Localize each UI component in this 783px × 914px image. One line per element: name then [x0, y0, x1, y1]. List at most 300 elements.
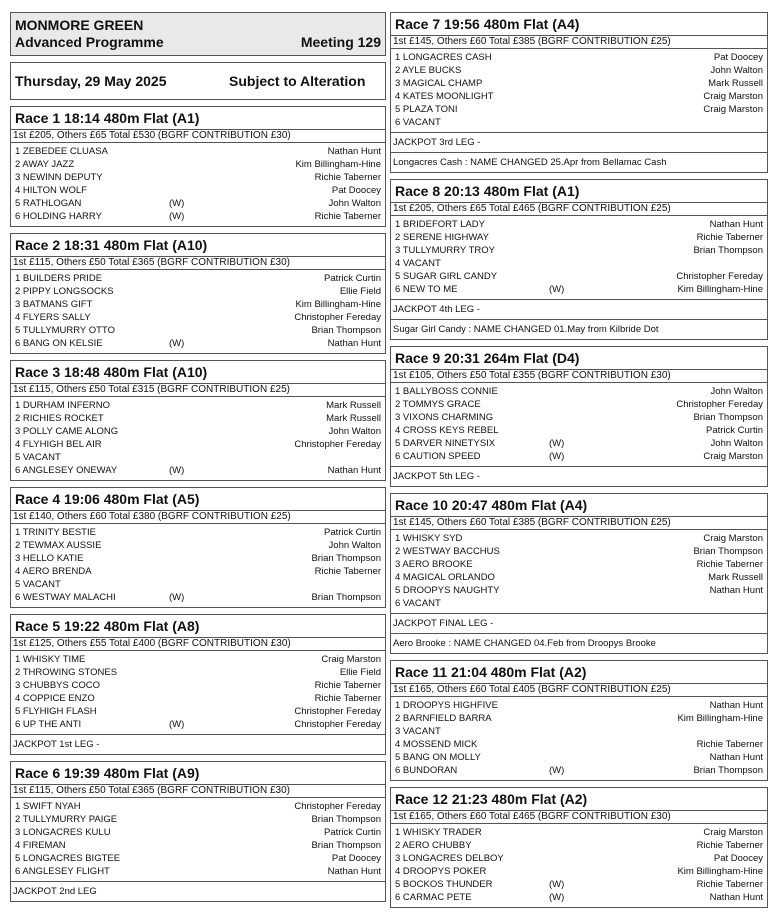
runner-row [15, 666, 381, 679]
runner-name: 1 TRINITY BESTIE [15, 527, 96, 538]
runner-name: 3 LONGACRES DELBOY [395, 853, 504, 864]
wide-runner-flag [549, 725, 579, 738]
runner-name: 6 UP THE ANTI [15, 719, 82, 730]
race-title: Race 8 20:13 480m Flat (A1) [391, 180, 767, 203]
runner-row [15, 718, 381, 731]
trainer-name [199, 451, 381, 464]
wide-runner-flag: (W) [549, 765, 565, 776]
runner-row [15, 210, 381, 223]
wide-runner-flag [169, 145, 199, 158]
runner-row [395, 283, 763, 296]
runner-list [391, 697, 767, 780]
runner-name: 4 FLYERS SALLY [15, 312, 91, 323]
runner-row [15, 285, 381, 298]
wide-runner-flag [549, 826, 579, 839]
race-title: Race 7 19:56 480m Flat (A4) [391, 13, 767, 36]
runner-name: 3 BATMANS GIFT [15, 299, 93, 310]
runner-row [15, 591, 381, 604]
trainer-name: Nathan Hunt [709, 892, 763, 903]
trainer-name: Kim Billingham-Hine [677, 284, 763, 295]
race-title: Race 3 18:48 480m Flat (A10) [11, 361, 385, 384]
wide-runner-flag [169, 324, 199, 337]
trainer-name: Craig Marston [703, 451, 763, 462]
race-card [10, 614, 386, 755]
runner-name: 4 MAGICAL ORLANDO [395, 572, 495, 583]
programme-type: Advanced Programme [15, 34, 164, 50]
wide-runner-flag [169, 852, 199, 865]
trainer-name: Patrick Curtin [323, 273, 381, 284]
programme-header [10, 12, 386, 56]
wide-runner-flag [169, 705, 199, 718]
trainer-name: Richie Taberner [314, 693, 381, 704]
prize-info: 1st £165, Others £60 Total £465 (BGRF CONTRIBUTION £30) [391, 811, 767, 824]
runner-row [395, 558, 763, 571]
wide-runner-flag [549, 584, 579, 597]
runner-name: 5 FLYHIGH FLASH [15, 706, 97, 717]
runner-row [15, 565, 381, 578]
wide-runner-flag [169, 679, 199, 692]
trainer-name [579, 116, 763, 129]
wide-runner-flag [169, 692, 199, 705]
runner-row [15, 324, 381, 337]
race-note: Aero Brooke : NAME CHANGED 04.Feb from Droopys Brooke [391, 633, 767, 653]
wide-runner-flag [549, 545, 579, 558]
runner-name: 3 VIXONS CHARMING [395, 412, 494, 423]
race-card [390, 787, 768, 908]
wide-runner-flag [549, 738, 579, 751]
runner-name: 2 AYLE BUCKS [395, 65, 462, 76]
runner-name: 2 AERO CHUBBY [395, 840, 472, 851]
trainer-name: Pat Doocey [331, 185, 381, 196]
runner-name: 6 CARMAC PETE [395, 892, 472, 903]
runner-name: 5 LONGACRES BIGTEE [15, 853, 121, 864]
trainer-name: Richie Taberner [696, 232, 763, 243]
trainer-name: Kim Billingham-Hine [677, 866, 763, 877]
runner-list [11, 270, 385, 353]
runner-name: 6 ANGLESEY FLIGHT [15, 866, 110, 877]
trainer-name: Brian Thompson [311, 592, 381, 603]
wide-runner-flag [549, 597, 579, 610]
trainer-name: Craig Marston [703, 533, 763, 544]
trainer-name: Patrick Curtin [323, 827, 381, 838]
trainer-name: Mark Russell [708, 572, 763, 583]
runner-name: 5 PLAZA TONI [395, 104, 458, 115]
runner-row [395, 826, 763, 839]
wide-runner-flag [549, 64, 579, 77]
runner-row [15, 578, 381, 591]
runner-row [395, 764, 763, 777]
trainer-name: Richie Taberner [314, 172, 381, 183]
race-card [390, 493, 768, 654]
runner-name: 6 WESTWAY MALACHI [15, 592, 116, 603]
runner-name: 2 WESTWAY BACCHUS [395, 546, 500, 557]
trainer-name: Richie Taberner [314, 680, 381, 691]
runner-list [391, 216, 767, 299]
trainer-name: Nathan Hunt [327, 465, 381, 476]
trainer-name: Patrick Curtin [705, 425, 763, 436]
runner-name: 2 RICHIES ROCKET [15, 413, 104, 424]
wide-runner-flag [549, 532, 579, 545]
wide-runner-flag: (W) [549, 892, 565, 903]
trainer-name: Kim Billingham-Hine [295, 159, 381, 170]
wide-runner-flag [549, 558, 579, 571]
wide-runner-flag [169, 526, 199, 539]
runner-row [15, 813, 381, 826]
meeting-date: Thursday, 29 May 2025 [15, 73, 167, 89]
runner-row [395, 103, 763, 116]
wide-runner-flag [169, 839, 199, 852]
trainer-name: Kim Billingham-Hine [295, 299, 381, 310]
runner-row [395, 231, 763, 244]
trainer-name: Mark Russell [708, 78, 763, 89]
wide-runner-flag [549, 385, 579, 398]
trainer-name: Pat Doocey [713, 52, 763, 63]
runner-row [15, 865, 381, 878]
left-column [10, 12, 386, 908]
trainer-name: Christopher Fereday [294, 801, 381, 812]
wide-runner-flag [549, 751, 579, 764]
runner-name: 4 HILTON WOLF [15, 185, 87, 196]
wide-runner-flag: (W) [169, 592, 185, 603]
wide-runner-flag [549, 839, 579, 852]
trainer-name: Nathan Hunt [327, 338, 381, 349]
runner-name: 4 DROOPYS POKER [395, 866, 487, 877]
race-card [10, 761, 386, 902]
trainer-name: Nathan Hunt [709, 752, 763, 763]
trainer-name: Ellie Field [339, 667, 381, 678]
race-card [390, 346, 768, 487]
wide-runner-flag [169, 865, 199, 878]
race-note: JACKPOT 2nd LEG [11, 881, 385, 901]
wide-runner-flag [169, 311, 199, 324]
wide-runner-flag [549, 398, 579, 411]
runner-row [395, 270, 763, 283]
trainer-name: John Walton [710, 386, 763, 397]
wide-runner-flag [549, 103, 579, 116]
runner-name: 2 THROWING STONES [15, 667, 118, 678]
runner-list [11, 143, 385, 226]
runner-name: 6 BANG ON KELSIE [15, 338, 103, 349]
runner-name: 1 BRIDEFORT LADY [395, 219, 485, 230]
trainer-name: Ellie Field [339, 286, 381, 297]
trainer-name [199, 578, 381, 591]
runner-name: 5 BANG ON MOLLY [395, 752, 481, 763]
trainer-name: Pat Doocey [331, 853, 381, 864]
right-column [390, 12, 768, 914]
race-note: JACKPOT 5th LEG - [391, 466, 767, 486]
runner-list [11, 798, 385, 881]
runner-row [15, 826, 381, 839]
runner-row [395, 385, 763, 398]
wide-runner-flag: (W) [549, 879, 565, 890]
runner-row [395, 865, 763, 878]
runner-name: 6 CAUTION SPEED [395, 451, 481, 462]
runner-name: 6 NEW TO ME [395, 284, 458, 295]
runner-name: 1 DURHAM INFERNO [15, 400, 111, 411]
runner-row [15, 272, 381, 285]
runner-row [15, 653, 381, 666]
race-card [10, 487, 386, 608]
runner-name: 4 VACANT [395, 258, 441, 269]
runner-row [15, 852, 381, 865]
trainer-name: Brian Thompson [311, 553, 381, 564]
trainer-name: Christopher Fereday [294, 312, 381, 323]
race-title: Race 11 21:04 480m Flat (A2) [391, 661, 767, 684]
runner-list [391, 49, 767, 132]
trainer-name: Craig Marston [321, 654, 381, 665]
wide-runner-flag: (W) [169, 198, 185, 209]
runner-name: 1 WHISKY TRADER [395, 827, 482, 838]
race-card [390, 179, 768, 340]
race-card [10, 233, 386, 354]
runner-row [15, 298, 381, 311]
trainer-name: Craig Marston [703, 827, 763, 838]
trainer-name: Mark Russell [326, 413, 381, 424]
trainer-name: Richie Taberner [696, 559, 763, 570]
runner-name: 4 FLYHIGH BEL AIR [15, 439, 102, 450]
runner-row [15, 425, 381, 438]
programme-line [15, 34, 381, 55]
wide-runner-flag [549, 218, 579, 231]
wide-runner-flag [169, 565, 199, 578]
trainer-name [579, 725, 763, 738]
race-title: Race 1 18:14 480m Flat (A1) [11, 107, 385, 130]
wide-runner-flag [169, 438, 199, 451]
prize-info: 1st £140, Others £60 Total £380 (BGRF CONTRIBUTION £25) [11, 511, 385, 524]
runner-name: 5 TULLYMURRY OTTO [15, 325, 115, 336]
runner-name: 3 NEWINN DEPUTY [15, 172, 103, 183]
race-title: Race 12 21:23 480m Flat (A2) [391, 788, 767, 811]
wide-runner-flag [549, 852, 579, 865]
trainer-name: Richie Taberner [696, 879, 763, 890]
runner-row [395, 450, 763, 463]
runner-name: 3 AERO BROOKE [395, 559, 473, 570]
race-note: JACKPOT 3rd LEG - [391, 132, 767, 152]
runner-name: 4 AERO BRENDA [15, 566, 92, 577]
runner-name: 6 BUNDORAN [395, 765, 458, 776]
wide-runner-flag: (W) [549, 284, 565, 295]
meeting-number: Meeting 129 [300, 34, 381, 50]
runner-list [11, 397, 385, 480]
race-note: JACKPOT 4th LEG - [391, 299, 767, 319]
runner-row [395, 751, 763, 764]
wide-runner-flag [169, 285, 199, 298]
venue-name: MONMORE GREEN [15, 17, 144, 33]
trainer-name: Nathan Hunt [709, 700, 763, 711]
runner-row [15, 800, 381, 813]
wide-runner-flag [169, 552, 199, 565]
wide-runner-flag [169, 412, 199, 425]
prize-info: 1st £115, Others £50 Total £365 (BGRF CONTRIBUTION £30) [11, 257, 385, 270]
runner-row [15, 464, 381, 477]
wide-runner-flag [549, 51, 579, 64]
runner-name: 5 RATHLOGAN [15, 198, 82, 209]
runner-row [15, 197, 381, 210]
trainer-name: John Walton [328, 426, 381, 437]
runner-name: 3 MAGICAL CHAMP [395, 78, 483, 89]
runner-name: 1 WHISKY TIME [15, 654, 86, 665]
wide-runner-flag [549, 90, 579, 103]
trainer-name: Nathan Hunt [709, 219, 763, 230]
runner-name: 4 FIREMAN [15, 840, 66, 851]
right-race-list [390, 12, 768, 908]
wide-runner-flag [549, 411, 579, 424]
wide-runner-flag [169, 298, 199, 311]
wide-runner-flag [549, 231, 579, 244]
runner-row [395, 437, 763, 450]
runner-name: 2 BARNFIELD BARRA [395, 713, 492, 724]
runner-name: 1 DROOPYS HIGHFIVE [395, 700, 498, 711]
wide-runner-flag [169, 800, 199, 813]
runner-name: 2 TEWMAX AUSSIE [15, 540, 102, 551]
runner-row [15, 679, 381, 692]
runner-name: 6 HOLDING HARRY [15, 211, 102, 222]
runner-name: 1 WHISKY SYD [395, 533, 463, 544]
trainer-name: John Walton [328, 198, 381, 209]
trainer-name: Kim Billingham-Hine [677, 713, 763, 724]
race-title: Race 6 19:39 480m Flat (A9) [11, 762, 385, 785]
runner-name: 6 VACANT [395, 117, 441, 128]
runner-name: 6 ANGLESEY ONEWAY [15, 465, 118, 476]
runner-row [395, 852, 763, 865]
runner-row [395, 839, 763, 852]
trainer-name: Richie Taberner [314, 566, 381, 577]
runner-name: 4 KATES MOONLIGHT [395, 91, 494, 102]
runner-row [395, 218, 763, 231]
alteration-notice: Subject to Alteration [229, 73, 366, 89]
trainer-name: Christopher Fereday [294, 439, 381, 450]
wide-runner-flag [169, 184, 199, 197]
runner-name: 3 TULLYMURRY TROY [395, 245, 495, 256]
wide-runner-flag [169, 539, 199, 552]
runner-row [395, 545, 763, 558]
runner-row [395, 571, 763, 584]
wide-runner-flag [549, 116, 579, 129]
runner-row [395, 699, 763, 712]
runner-row [15, 145, 381, 158]
runner-name: 2 AWAY JAZZ [15, 159, 75, 170]
trainer-name: Pat Doocey [713, 853, 763, 864]
runner-list [11, 651, 385, 734]
runner-list [391, 530, 767, 613]
runner-row [395, 532, 763, 545]
trainer-name: Craig Marston [703, 91, 763, 102]
runner-list [391, 824, 767, 907]
runner-row [395, 90, 763, 103]
wide-runner-flag [169, 158, 199, 171]
runner-name: 5 SUGAR GIRL CANDY [395, 271, 498, 282]
runner-name: 5 VACANT [15, 579, 61, 590]
wide-runner-flag: (W) [169, 211, 185, 222]
runner-name: 5 DARVER NINETYSIX [395, 438, 496, 449]
runner-row [395, 424, 763, 437]
runner-row [395, 257, 763, 270]
venue-line [15, 17, 381, 34]
trainer-name: Christopher Fereday [294, 719, 381, 730]
trainer-name: John Walton [710, 65, 763, 76]
wide-runner-flag [169, 666, 199, 679]
trainer-name: Patrick Curtin [323, 527, 381, 538]
runner-row [395, 725, 763, 738]
race-note: Longacres Cash : NAME CHANGED 25.Apr from Bellamac Cash [391, 152, 767, 172]
runner-row [395, 738, 763, 751]
race-note: Sugar Girl Candy : NAME CHANGED 01.May from Kilbride Dot [391, 319, 767, 339]
runner-row [395, 116, 763, 129]
wide-runner-flag [169, 451, 199, 464]
trainer-name: Mark Russell [326, 400, 381, 411]
runner-name: 3 HELLO KATIE [15, 553, 84, 564]
runner-name: 1 BUILDERS PRIDE [15, 273, 103, 284]
trainer-name: Brian Thompson [693, 245, 763, 256]
trainer-name [579, 257, 763, 270]
trainer-name: Brian Thompson [693, 412, 763, 423]
runner-row [395, 244, 763, 257]
wide-runner-flag [169, 653, 199, 666]
runner-name: 2 PIPPY LONGSOCKS [15, 286, 114, 297]
race-card [10, 106, 386, 227]
runner-row [15, 539, 381, 552]
prize-info: 1st £145, Others £60 Total £385 (BGRF CONTRIBUTION £25) [391, 36, 767, 49]
runner-row [15, 337, 381, 350]
race-note: JACKPOT 1st LEG - [11, 734, 385, 754]
prize-info: 1st £115, Others £50 Total £365 (BGRF CONTRIBUTION £30) [11, 785, 385, 798]
trainer-name: John Walton [328, 540, 381, 551]
wide-runner-flag: (W) [549, 451, 565, 462]
runner-name: 4 CROSS KEYS REBEL [395, 425, 499, 436]
race-title: Race 10 20:47 480m Flat (A4) [391, 494, 767, 517]
prize-info: 1st £105, Others £50 Total £355 (BGRF CONTRIBUTION £30) [391, 370, 767, 383]
runner-name: 4 COPPICE ENZO [15, 693, 95, 704]
runner-name: 2 TULLYMURRY PAIGE [15, 814, 118, 825]
runner-name: 1 ZEBEDEE CLUASA [15, 146, 108, 157]
wide-runner-flag [169, 826, 199, 839]
wide-runner-flag [549, 77, 579, 90]
trainer-name [579, 597, 763, 610]
wide-runner-flag: (W) [549, 438, 565, 449]
runner-list [391, 383, 767, 466]
wide-runner-flag [549, 712, 579, 725]
trainer-name: Brian Thompson [311, 325, 381, 336]
runner-row [15, 438, 381, 451]
runner-name: 6 VACANT [395, 598, 441, 609]
race-title: Race 9 20:31 264m Flat (D4) [391, 347, 767, 370]
left-race-list [10, 106, 386, 902]
trainer-name: Christopher Fereday [294, 706, 381, 717]
trainer-name: Craig Marston [703, 104, 763, 115]
race-title: Race 5 19:22 480m Flat (A8) [11, 615, 385, 638]
wide-runner-flag: (W) [169, 338, 185, 349]
runner-name: 5 BOCKOS THUNDER [395, 879, 493, 890]
prize-info: 1st £205, Others £65 Total £465 (BGRF CONTRIBUTION £25) [391, 203, 767, 216]
trainer-name: Christopher Fereday [676, 271, 763, 282]
runner-name: 1 BALLYBOSS CONNIE [395, 386, 498, 397]
runner-row [395, 64, 763, 77]
runner-row [15, 451, 381, 464]
runner-row [395, 712, 763, 725]
runner-name: 1 LONGACRES CASH [395, 52, 492, 63]
runner-name: 5 VACANT [15, 452, 61, 463]
trainer-name: Richie Taberner [314, 211, 381, 222]
wide-runner-flag [169, 425, 199, 438]
runner-name: 3 POLLY CAME ALONG [15, 426, 119, 437]
trainer-name: Brian Thompson [693, 546, 763, 557]
runner-name: 3 LONGACRES KULU [15, 827, 111, 838]
runner-name: 4 MOSSEND MICK [395, 739, 478, 750]
race-title: Race 2 18:31 480m Flat (A10) [11, 234, 385, 257]
trainer-name: Brian Thompson [693, 765, 763, 776]
trainer-name: Richie Taberner [696, 739, 763, 750]
runner-row [15, 158, 381, 171]
